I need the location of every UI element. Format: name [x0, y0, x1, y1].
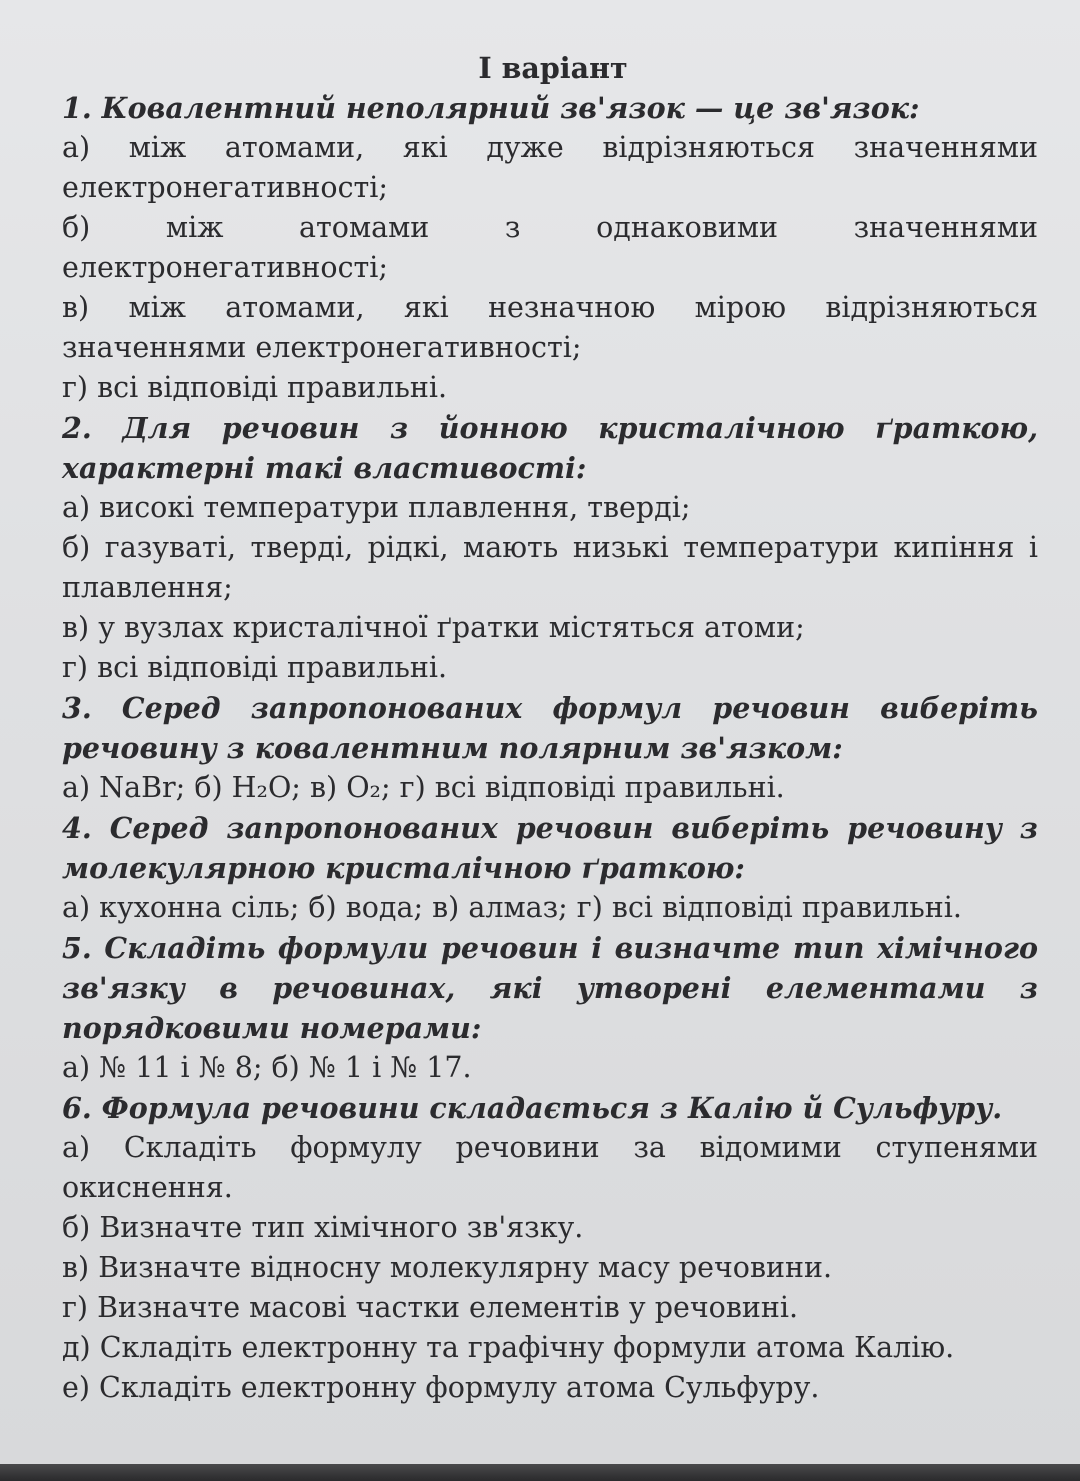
question-2-option-a: а) високі температури плавлення, тверді; — [62, 491, 691, 524]
question-4: 4. Серед запропонованих речовин виберіть речовину з молекулярною кристалічною ґраткою: — [62, 811, 1038, 885]
question-1-option-b: б) між атомами з однаковими значеннями електронегативності; — [62, 211, 1038, 284]
question-6-task-a: а) Складіть формулу речовини за відомими ступенями окиснення. — [62, 1131, 1038, 1204]
question-6-task-e: д) Складіть електронну та графічну формули атома Калію. — [62, 1331, 955, 1364]
question-3-options: а) NaBr; б) H₂O; в) O₂; г) всі відповіді правильні. — [62, 771, 785, 804]
question-5: 5. Складіть формули речовин і визначте тип хімічного зв'язку в речовинах, які утворені елементами з порядковими номерами: — [62, 931, 1038, 1045]
question-6-task-d: г) Визначте масові частки елементів у речовині. — [62, 1291, 799, 1324]
question-6-task-c: в) Визначте відносну молекулярну масу речовини. — [62, 1251, 833, 1284]
question-2-option-b: б) газуваті, тверді, рідкі, мають низькі температури кипіння і плавлення; — [62, 531, 1038, 604]
worksheet-content — [62, 48, 1038, 1408]
question-5-options: а) № 11 і № 8; б) № 1 і № 17. — [62, 1051, 472, 1084]
question-6-task-b: б) Визначте тип хімічного зв'язку. — [62, 1211, 584, 1244]
question-6: 6. Формула речовини складається з Калію й Сульфуру. — [62, 1091, 1003, 1125]
question-2-option-c: в) у вузлах кристалічної ґратки містяться атоми; — [62, 611, 805, 644]
question-6-task-f: е) Складіть електронну формулу атома Сульфуру. — [62, 1371, 820, 1404]
question-1: 1. Ковалентний неполярний зв'язок — це зв'язок: — [62, 91, 920, 125]
question-1-option-a: а) між атомами, які дуже відрізняються значеннями електронегативності; — [62, 131, 1038, 204]
question-3: 3. Серед запропонованих формул речовин виберіть речовину з ковалентним полярним зв'язком: — [62, 691, 1038, 765]
variant-title: І варіант — [478, 51, 628, 85]
question-1-option-c: в) між атомами, які незначною мірою відрізняються значеннями електронегативності; — [62, 291, 1038, 364]
page-bottom-shadow — [0, 1464, 1080, 1481]
question-2-option-d: г) всі відповіді правильні. — [62, 651, 448, 684]
question-1-option-d: г) всі відповіді правильні. — [62, 371, 448, 404]
question-2: 2. Для речовин з йонною кристалічною ґраткою, характерні такі властивості: — [62, 411, 1038, 485]
question-4-options: а) кухонна сіль; б) вода; в) алмаз; г) всі відповіді правильні. — [62, 891, 962, 924]
